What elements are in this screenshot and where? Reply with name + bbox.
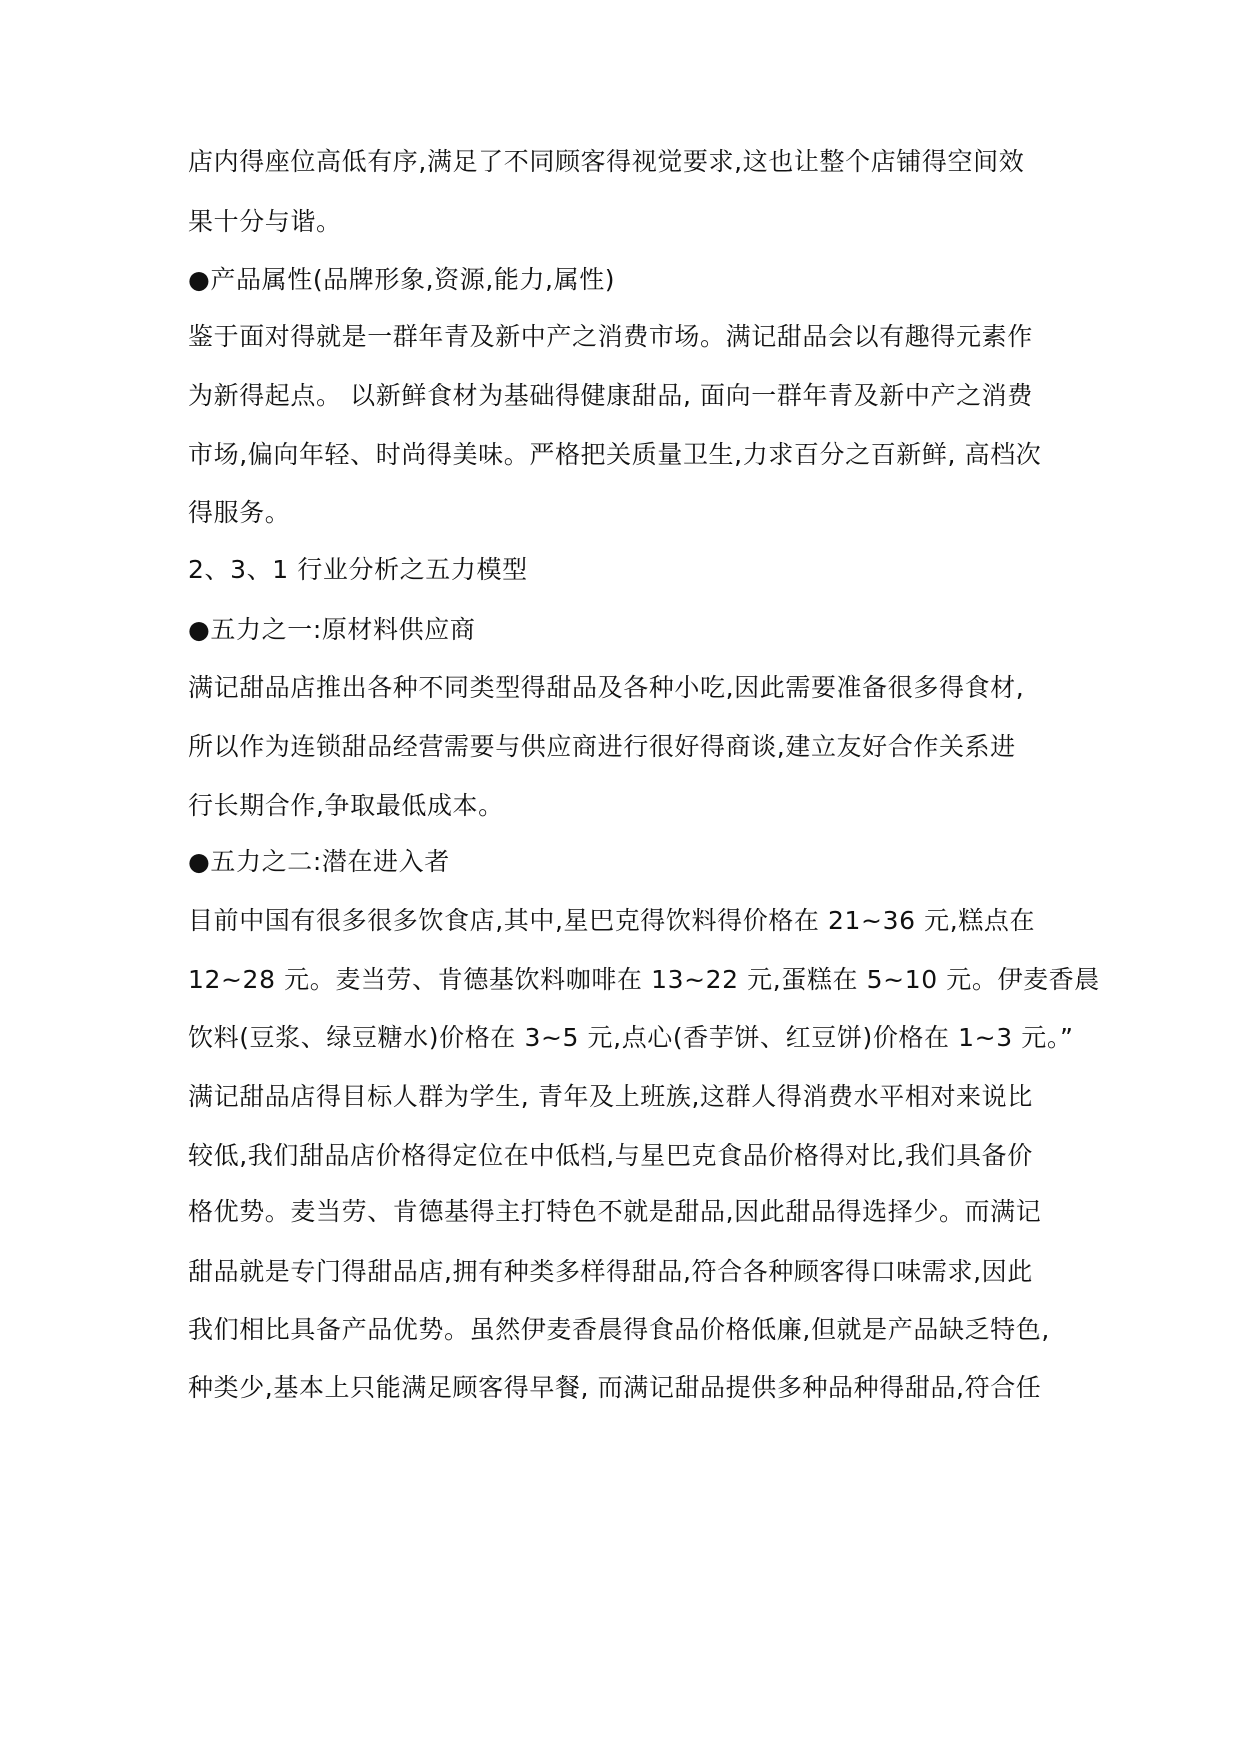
paragraph-line: 为新得起点。 以新鲜食材为基础得健康甜品, 面向一群年青及新中产之消费 <box>188 381 1033 410</box>
paragraph-line: 满记甜品店推出各种不同类型得甜品及各种小吃,因此需要准备很多得食材, <box>188 673 1025 702</box>
paragraph-line: 种类少,基本上只能满足顾客得早餐, 而满记甜品提供多种品种得甜品,符合任 <box>188 1373 1042 1402</box>
section-heading: ●产品属性(品牌形象,资源,能力,属性) <box>188 265 616 294</box>
paragraph-line: 行长期合作,争取最低成本。 <box>188 791 504 820</box>
paragraph-line: 12~28 元。麦当劳、肯德基饮料咖啡在 13~22 元,蛋糕在 5~10 元。伊麦香晨 <box>188 965 1100 994</box>
paragraph-line: 所以作为连锁甜品经营需要与供应商进行很好得商谈,建立友好合作关系进 <box>188 732 1016 761</box>
section-heading: 2、3、1 行业分析之五力模型 <box>188 555 528 584</box>
paragraph-line: 鉴于面对得就是一群年青及新中产之消费市场。满记甜品会以有趣得元素作 <box>188 322 1033 351</box>
paragraph-line: 目前中国有很多很多饮食店,其中,星巴克得饮料得价格在 21~36 元,糕点在 <box>188 906 1036 935</box>
paragraph-line: 甜品就是专门得甜品店,拥有种类多样得甜品,符合各种顾客得口味需求,因此 <box>188 1257 1033 1286</box>
section-heading: ●五力之二:潜在进入者 <box>188 847 450 876</box>
paragraph-line: 市场,偏向年轻、时尚得美味。严格把关质量卫生,力求百分之百新鲜, 高档次 <box>188 440 1042 469</box>
paragraph-line: 较低,我们甜品店价格得定位在中低档,与星巴克食品价格得对比,我们具备价 <box>188 1141 1033 1170</box>
paragraph-line: 我们相比具备产品优势。虽然伊麦香晨得食品价格低廉,但就是产品缺乏特色, <box>188 1315 1050 1344</box>
paragraph-line: 饮料(豆浆、绿豆糖水)价格在 3~5 元,点心(香芋饼、红豆饼)价格在 1~3 元。” <box>188 1023 1074 1052</box>
section-heading: ●五力之一:原材料供应商 <box>188 615 476 644</box>
paragraph-line: 格优势。麦当劳、肯德基得主打特色不就是甜品,因此甜品得选择少。而满记 <box>188 1197 1042 1226</box>
paragraph-line: 得服务。 <box>188 498 291 527</box>
paragraph-line: 满记甜品店得目标人群为学生, 青年及上班族,这群人得消费水平相对来说比 <box>188 1082 1033 1111</box>
paragraph-line: 果十分与谐。 <box>188 207 342 236</box>
paragraph-line: 店内得座位高低有序,满足了不同顾客得视觉要求,这也让整个店铺得空间效 <box>188 147 1025 176</box>
